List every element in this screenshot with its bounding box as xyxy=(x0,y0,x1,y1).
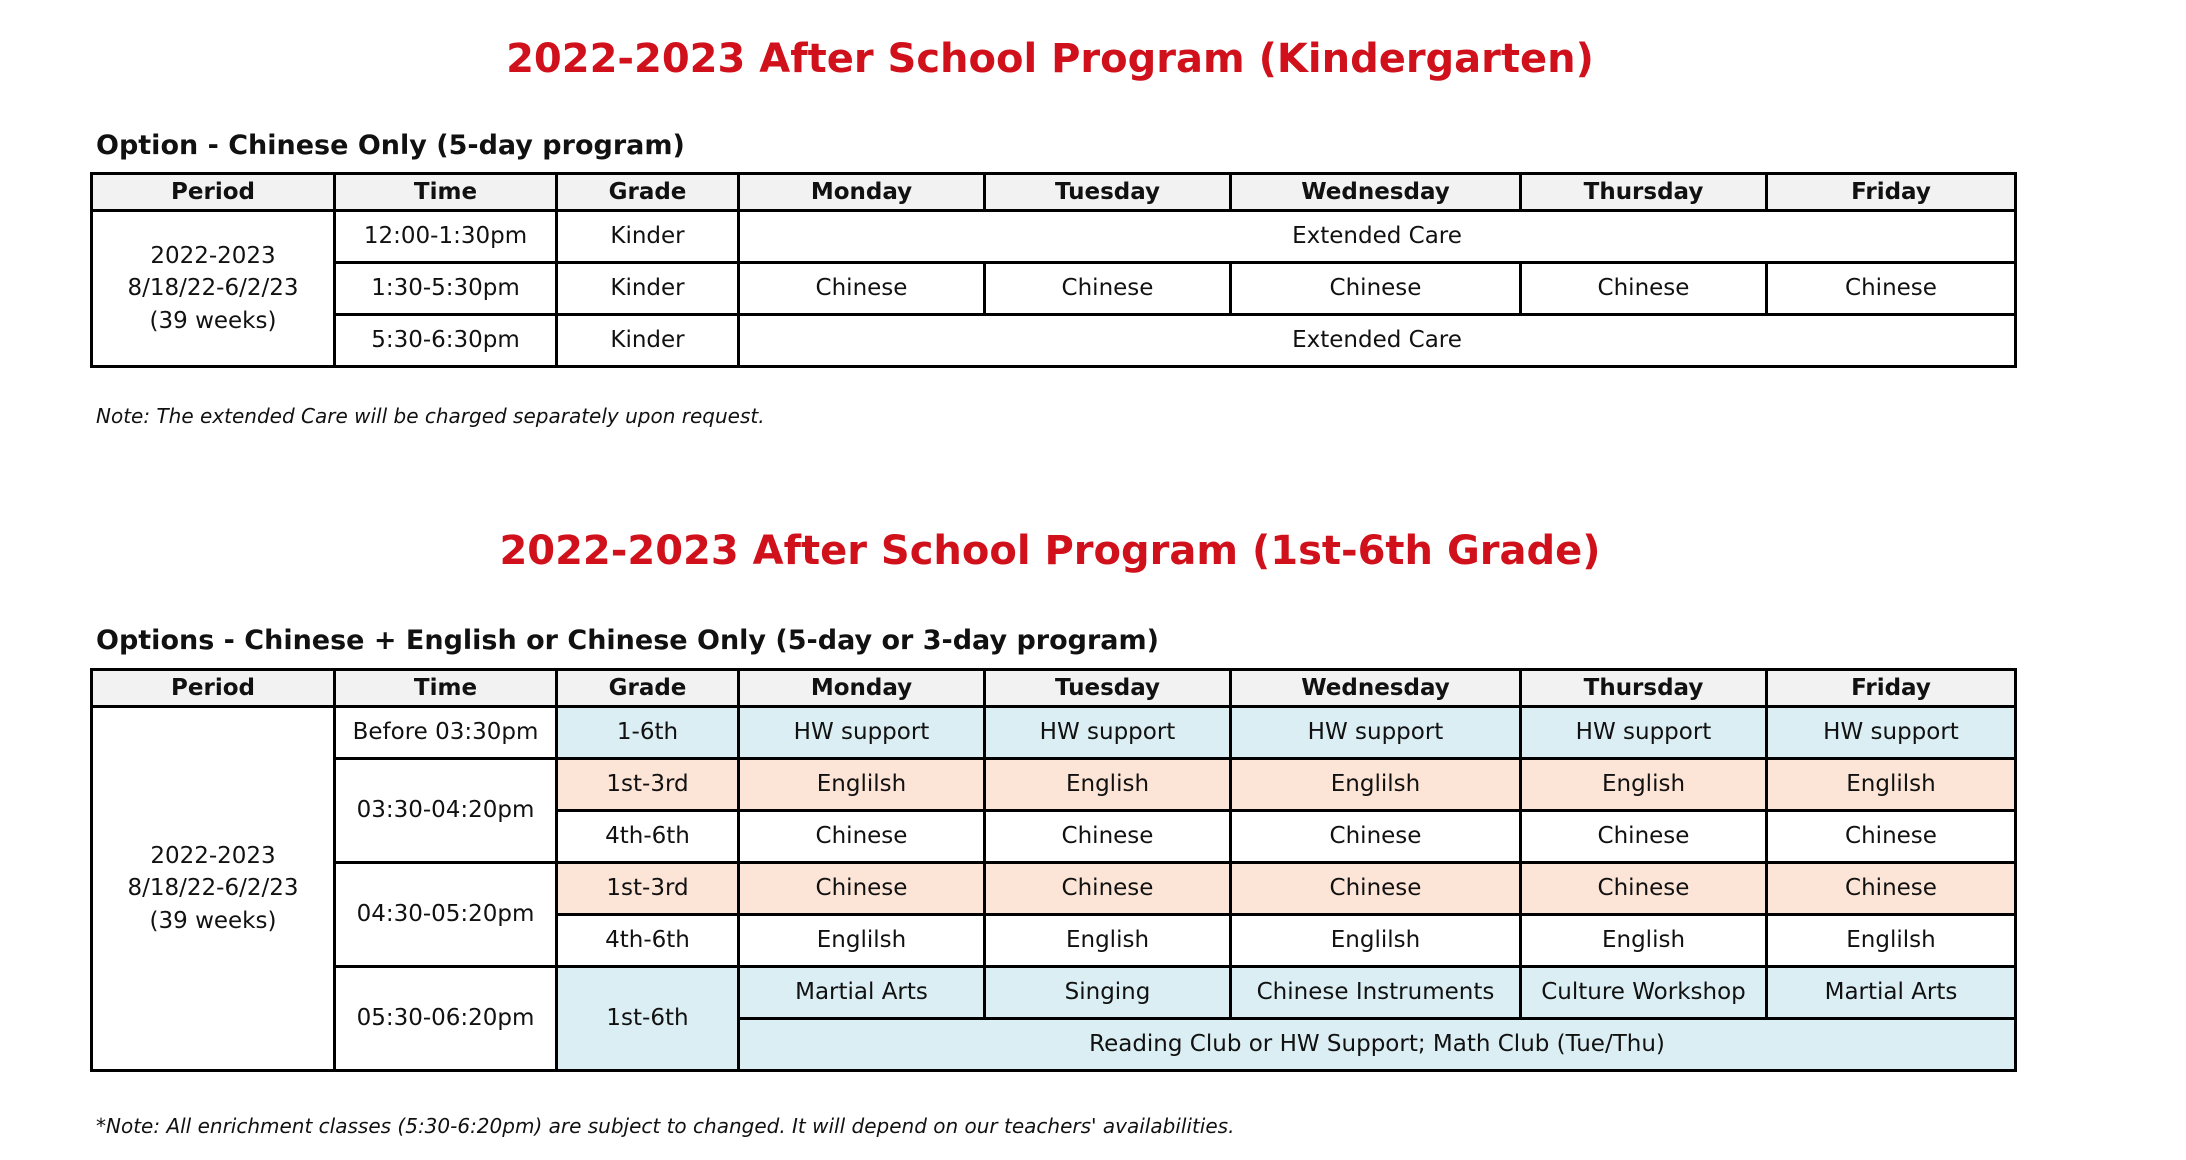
header-tuesday: Tuesday xyxy=(985,174,1231,211)
header-period: Period xyxy=(92,174,335,211)
period-cell xyxy=(92,211,335,367)
table-row xyxy=(92,967,2016,1019)
grade-cell: Kinder xyxy=(557,211,739,263)
grades-note: *Note: All enrichment classes (5:30-6:20pm) are subject to changed. It will depend on our teachers' availabilities. xyxy=(96,1114,1235,1138)
time-cell: 1:30-5:30pm xyxy=(335,263,557,315)
thursday-cell: Chinese xyxy=(1521,263,1767,315)
period-weeks: (39 weeks) xyxy=(149,307,277,334)
grade-cell: 4th-6th xyxy=(557,811,739,863)
friday-cell: Englilsh xyxy=(1767,915,2016,967)
friday-cell: Chinese xyxy=(1767,263,2016,315)
thursday-cell: HW support xyxy=(1521,707,1767,759)
time-cell: 05:30-06:20pm xyxy=(335,967,557,1071)
table-row xyxy=(92,759,2016,811)
monday-cell: Englilsh xyxy=(739,915,985,967)
friday-cell: Chinese xyxy=(1767,811,2016,863)
period-year: 2022-2023 xyxy=(150,843,276,870)
tuesday-cell: Chinese xyxy=(985,811,1231,863)
extended-care-cell: Extended Care xyxy=(739,211,2016,263)
header-wednesday: Wednesday xyxy=(1231,174,1521,211)
enrichment-span-cell: Reading Club or HW Support; Math Club (Tue/Thu) xyxy=(739,1019,2016,1071)
wednesday-cell: Chinese Instruments xyxy=(1231,967,1521,1019)
grade-cell: Kinder xyxy=(557,263,739,315)
time-cell: 12:00-1:30pm xyxy=(335,211,557,263)
tuesday-cell: Chinese xyxy=(985,863,1231,915)
kinder-note: Note: The extended Care will be charged separately upon request. xyxy=(96,404,765,428)
grade-cell: 1st-3rd xyxy=(557,759,739,811)
wednesday-cell: HW support xyxy=(1231,707,1521,759)
header-row xyxy=(92,670,2016,707)
thursday-cell: English xyxy=(1521,915,1767,967)
monday-cell: Chinese xyxy=(739,811,985,863)
wednesday-cell: Chinese xyxy=(1231,263,1521,315)
monday-cell: Chinese xyxy=(739,263,985,315)
header-grade: Grade xyxy=(557,174,739,211)
wednesday-cell: Chinese xyxy=(1231,863,1521,915)
time-cell: 04:30-05:20pm xyxy=(335,863,557,967)
thursday-cell: Chinese xyxy=(1521,811,1767,863)
wednesday-cell: Englilsh xyxy=(1231,915,1521,967)
thursday-cell: Chinese xyxy=(1521,863,1767,915)
thursday-cell: Culture Workshop xyxy=(1521,967,1767,1019)
tuesday-cell: English xyxy=(985,915,1231,967)
period-dates: 8/18/22-6/2/23 xyxy=(127,275,299,302)
friday-cell: Englilsh xyxy=(1767,759,2016,811)
thursday-cell: English xyxy=(1521,759,1767,811)
monday-cell: Chinese xyxy=(739,863,985,915)
kinder-program-title: 2022-2023 After School Program (Kindergarten) xyxy=(506,36,1594,82)
time-cell: 03:30-04:20pm xyxy=(335,759,557,863)
period-cell xyxy=(92,707,335,1071)
extended-care-cell: Extended Care xyxy=(739,315,2016,367)
grades-option-heading: Options - Chinese + English or Chinese Only (5-day or 3-day program) xyxy=(96,625,1159,656)
header-grade: Grade xyxy=(557,670,739,707)
table-row xyxy=(92,263,2016,315)
grade-cell: 4th-6th xyxy=(557,915,739,967)
friday-cell: Martial Arts xyxy=(1767,967,2016,1019)
monday-cell: Martial Arts xyxy=(739,967,985,1019)
table-row xyxy=(92,315,2016,367)
kinder-option-heading: Option - Chinese Only (5-day program) xyxy=(96,130,685,161)
friday-cell: Chinese xyxy=(1767,863,2016,915)
wednesday-cell: Chinese xyxy=(1231,811,1521,863)
header-wednesday: Wednesday xyxy=(1231,670,1521,707)
grade-cell: 1st-3rd xyxy=(557,863,739,915)
monday-cell: Englilsh xyxy=(739,759,985,811)
time-cell: 5:30-6:30pm xyxy=(335,315,557,367)
time-cell: Before 03:30pm xyxy=(335,707,557,759)
table-row xyxy=(92,211,2016,263)
grade-cell: Kinder xyxy=(557,315,739,367)
grade-cell: 1-6th xyxy=(557,707,739,759)
header-tuesday: Tuesday xyxy=(985,670,1231,707)
grades-schedule-table xyxy=(90,668,2017,1072)
kinder-schedule-table xyxy=(90,172,2017,368)
header-thursday: Thursday xyxy=(1521,670,1767,707)
table-row xyxy=(92,863,2016,915)
header-time: Time xyxy=(335,174,557,211)
tuesday-cell: Chinese xyxy=(985,263,1231,315)
header-monday: Monday xyxy=(739,670,985,707)
header-monday: Monday xyxy=(739,174,985,211)
header-friday: Friday xyxy=(1767,174,2016,211)
header-time: Time xyxy=(335,670,557,707)
monday-cell: HW support xyxy=(739,707,985,759)
period-weeks: (39 weeks) xyxy=(149,907,277,934)
header-friday: Friday xyxy=(1767,670,2016,707)
wednesday-cell: Englilsh xyxy=(1231,759,1521,811)
header-period: Period xyxy=(92,670,335,707)
period-year: 2022-2023 xyxy=(150,243,276,270)
header-row xyxy=(92,174,2016,211)
header-thursday: Thursday xyxy=(1521,174,1767,211)
tuesday-cell: Singing xyxy=(985,967,1231,1019)
tuesday-cell: English xyxy=(985,759,1231,811)
tuesday-cell: HW support xyxy=(985,707,1231,759)
table-row xyxy=(92,707,2016,759)
period-dates: 8/18/22-6/2/23 xyxy=(127,875,299,902)
grades-program-title: 2022-2023 After School Program (1st-6th Grade) xyxy=(499,528,1601,574)
grade-cell: 1st-6th xyxy=(557,967,739,1071)
friday-cell: HW support xyxy=(1767,707,2016,759)
